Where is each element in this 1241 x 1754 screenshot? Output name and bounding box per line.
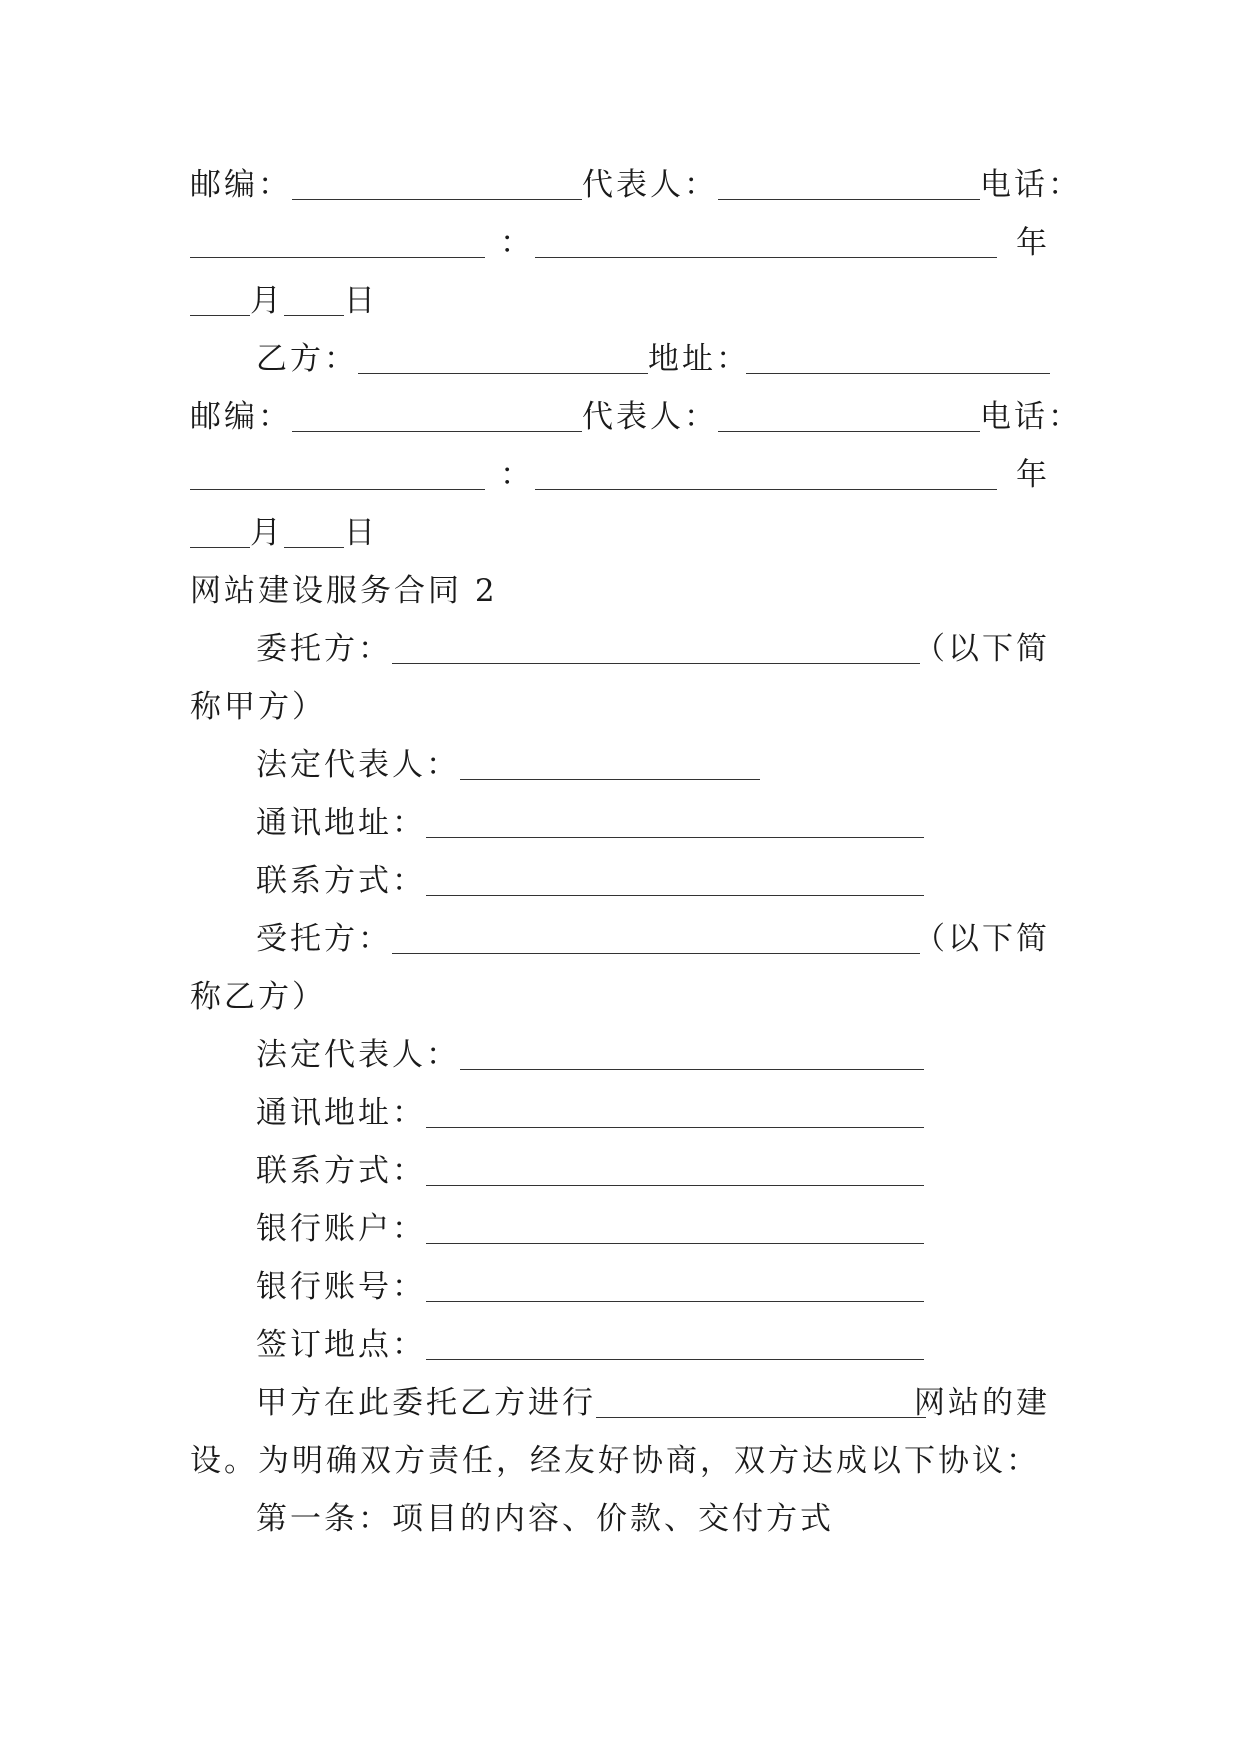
party-b-month-day-line [190,508,1050,558]
bank-account-number-label: 银行账号： [256,1269,426,1305]
party-b-label: 乙方： [256,341,358,377]
postcode-blank[interactable] [292,392,582,442]
intro-line2: 设。为明确双方责任，经友好协商，双方达成以下协议： [190,1443,1040,1479]
month-blank[interactable] [190,508,250,558]
client-blank[interactable] [392,624,920,674]
representative-blank[interactable] [718,160,980,210]
day-label: 日 [344,515,378,551]
contract-title [190,566,1050,616]
trustee-contact-label: 联系方式： [256,1153,426,1189]
trustee-address-blank[interactable] [426,1088,924,1138]
phone-blank[interactable] [190,450,485,500]
website-name-blank[interactable] [596,1378,926,1428]
postcode-label: 邮编： [190,167,292,203]
postcode-blank[interactable] [292,160,582,210]
intro-part1: 甲方在此委托乙方进行 [256,1385,596,1421]
client-legal-rep-blank[interactable] [460,740,760,790]
trustee-legal-rep-blank[interactable] [460,1030,924,1080]
party-a-postcode-line [190,160,1082,210]
colon: ： [500,457,534,493]
party-b-phone-date-line [190,450,1050,500]
contract-title-text: 网站建设服务合同 2 [190,573,498,609]
signing-place-line [256,1320,1050,1370]
trustee-suffix-line [190,972,1050,1022]
trustee-suffix2: 称乙方） [190,979,326,1015]
signing-place-label: 签订地点： [256,1327,426,1363]
postcode-label: 邮编： [190,399,292,435]
client-legal-rep-label: 法定代表人： [256,747,460,783]
client-suffix: （以下简 [914,631,1050,667]
client-suffix-line [190,682,1050,732]
article-1-heading [256,1494,1050,1544]
representative-label: 代表人： [582,167,718,203]
party-a-month-day-line [190,276,1050,326]
date-blank[interactable] [535,218,997,268]
trustee-contact-blank[interactable] [426,1146,924,1196]
trustee-blank[interactable] [392,914,920,964]
month-label: 月 [250,283,284,319]
bank-account-name-label: 银行账户： [256,1211,426,1247]
party-b-postcode-line [190,392,1082,442]
day-blank[interactable] [284,508,344,558]
client-label: 委托方： [256,631,392,667]
party-a-phone-date-line [190,218,1050,268]
trustee-label: 受托方： [256,921,392,957]
party-b-blank[interactable] [358,334,648,384]
intro-line-1 [256,1378,1050,1428]
bank-account-name-blank[interactable] [426,1204,924,1254]
intro-line-2 [190,1436,1050,1486]
trustee-legal-rep-line [256,1030,1050,1080]
client-address-line [256,798,1050,848]
address-blank[interactable] [746,334,1050,384]
month-label: 月 [250,515,284,551]
intro-part2: 网站的建 [914,1385,1050,1421]
day-blank[interactable] [284,276,344,326]
client-address-label: 通讯地址： [256,805,426,841]
article-1-text: 第一条：项目的内容、价款、交付方式 [256,1501,834,1537]
colon: ： [500,225,534,261]
client-address-blank[interactable] [426,798,924,848]
representative-label: 代表人： [582,399,718,435]
trustee-line [256,914,1050,964]
address-label: 地址： [648,341,750,377]
client-line [256,624,1050,674]
representative-blank[interactable] [718,392,980,442]
phone-label: 电话： [980,399,1082,435]
client-contact-line [256,856,1050,906]
bank-account-number-line [256,1262,1050,1312]
phone-blank[interactable] [190,218,485,268]
year-label: 年 [1016,225,1050,261]
date-blank[interactable] [535,450,997,500]
month-blank[interactable] [190,276,250,326]
trustee-suffix: （以下简 [914,921,1050,957]
client-contact-label: 联系方式： [256,863,426,899]
year-label: 年 [1016,457,1050,493]
signing-place-blank[interactable] [426,1320,924,1370]
phone-label: 电话： [980,167,1082,203]
bank-account-number-blank[interactable] [426,1262,924,1312]
client-suffix2: 称甲方） [190,689,326,725]
party-b-line [256,334,1050,384]
trustee-address-label: 通讯地址： [256,1095,426,1131]
client-legal-rep-line [256,740,1050,790]
bank-account-name-line [256,1204,1050,1254]
trustee-contact-line [256,1146,1050,1196]
day-label: 日 [344,283,378,319]
trustee-legal-rep-label: 法定代表人： [256,1037,460,1073]
trustee-address-line [256,1088,1050,1138]
client-contact-blank[interactable] [426,856,924,906]
